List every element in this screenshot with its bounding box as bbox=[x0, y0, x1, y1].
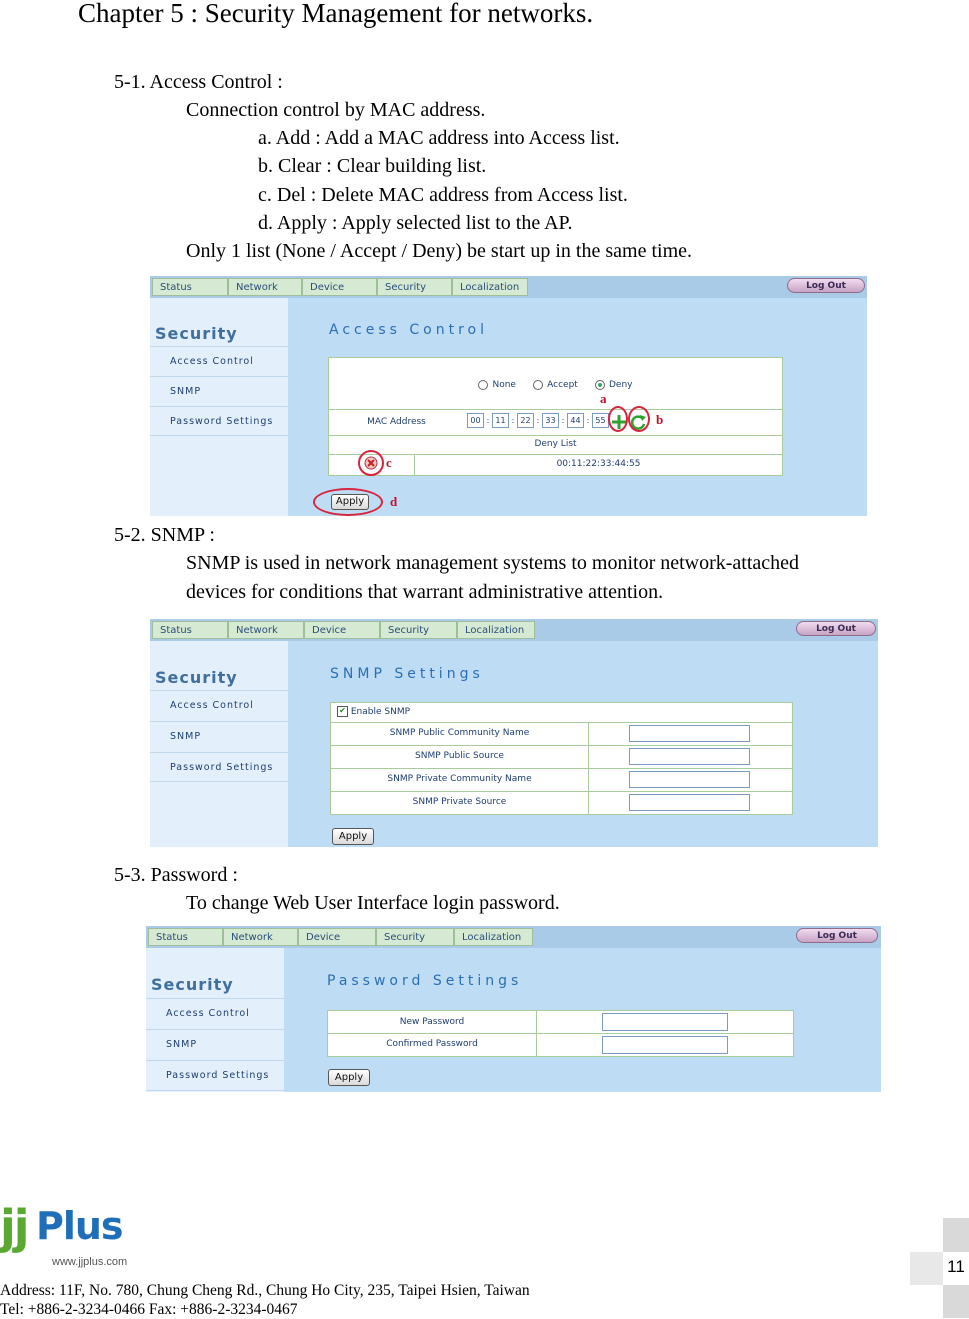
mode-radio-group bbox=[329, 358, 782, 409]
snmp-field-row bbox=[331, 768, 792, 792]
snmp-table bbox=[330, 702, 793, 815]
annotation-label-b: b bbox=[656, 412, 664, 427]
tab-network[interactable]: Network bbox=[228, 621, 304, 639]
sidebar bbox=[150, 641, 288, 847]
snmp-private-source-label: SNMP Private Source bbox=[412, 797, 507, 807]
radio-deny-icon bbox=[595, 380, 605, 390]
page-title: Access Control bbox=[329, 322, 488, 338]
mac-address-label: MAC Address bbox=[367, 417, 426, 427]
deny-list-row bbox=[329, 454, 782, 475]
radio-none-icon bbox=[478, 380, 488, 390]
access-control-item-a: a. Add : Add a MAC address into Access list. bbox=[258, 127, 620, 149]
radio-accept-icon bbox=[533, 380, 543, 390]
snmp-field-row bbox=[331, 791, 792, 814]
new-password-input[interactable] bbox=[602, 1013, 728, 1031]
tab-device[interactable]: Device bbox=[304, 621, 380, 639]
page-corner-block-2 bbox=[910, 1252, 943, 1285]
enable-snmp-row bbox=[331, 703, 792, 723]
tab-localization[interactable]: Localization bbox=[452, 278, 528, 296]
mac-address-inputs: 00 : 11 : 22 : 33 : 44 : 55 bbox=[467, 409, 647, 435]
sidebar-item-snmp[interactable]: SNMP bbox=[150, 376, 288, 406]
tab-status[interactable]: Status bbox=[148, 928, 223, 946]
access-control-item-d: d. Apply : Apply selected list to the AP. bbox=[258, 212, 573, 234]
annotation-label-c: c bbox=[386, 455, 392, 470]
tab-device[interactable]: Device bbox=[298, 928, 376, 946]
snmp-field-row bbox=[331, 745, 792, 769]
tab-security[interactable]: Security bbox=[376, 928, 454, 946]
main-panel bbox=[288, 641, 878, 847]
logo-website: www.jjplus.com bbox=[52, 1256, 128, 1268]
tab-status[interactable]: Status bbox=[152, 278, 228, 296]
tab-localization[interactable]: Localization bbox=[457, 621, 535, 639]
sidebar-item-snmp[interactable]: SNMP bbox=[146, 1029, 284, 1060]
access-control-intro: Connection control by MAC address. bbox=[186, 99, 486, 121]
page-corner-block-1 bbox=[943, 1218, 969, 1252]
password-screenshot bbox=[146, 926, 881, 1092]
page-title: Password Settings bbox=[327, 973, 523, 989]
enable-snmp-label: Enable SNMP bbox=[350, 707, 411, 717]
mac-octet-4[interactable]: 33 bbox=[542, 413, 559, 428]
snmp-text-line1: SNMP is used in network management systems to monitor network-attached bbox=[186, 552, 800, 574]
password-text: To change Web User Interface login password. bbox=[186, 892, 560, 914]
section-heading-snmp: 5-2. SNMP : bbox=[114, 524, 215, 546]
tab-network[interactable]: Network bbox=[223, 928, 298, 946]
section-heading-password: 5-3. Password : bbox=[114, 864, 238, 886]
annotation-label-d: d bbox=[390, 494, 398, 509]
sidebar-title: Security bbox=[155, 668, 238, 687]
sidebar-title: Security bbox=[155, 324, 238, 343]
snmp-private-source-input[interactable] bbox=[629, 794, 750, 811]
annotation-label-a: a bbox=[600, 391, 607, 406]
snmp-private-community-label: SNMP Private Community Name bbox=[387, 774, 532, 784]
new-password-label: New Password bbox=[399, 1017, 465, 1027]
sidebar-title: Security bbox=[151, 975, 234, 994]
snmp-public-source-input[interactable] bbox=[629, 748, 750, 765]
main-panel bbox=[284, 948, 881, 1092]
access-control-screenshot bbox=[150, 276, 867, 516]
tab-device[interactable]: Device bbox=[302, 278, 377, 296]
apply-button[interactable]: Apply bbox=[331, 494, 369, 510]
annotation-ring-a bbox=[608, 406, 628, 432]
radio-deny[interactable] bbox=[595, 380, 633, 390]
tab-security[interactable]: Security bbox=[380, 621, 457, 639]
password-table bbox=[327, 1010, 794, 1057]
snmp-screenshot bbox=[150, 619, 878, 847]
apply-button[interactable]: Apply bbox=[332, 828, 374, 845]
footer-address: Address: 11F, No. 780, Chung Cheng Rd., Chung Ho City, 235, Taipei Hsien, Taiwan bbox=[0, 1282, 530, 1299]
footer-contact: Tel: +886-2-3234-0466 Fax: +886-2-3234-0467 bbox=[0, 1301, 298, 1318]
main-panel bbox=[288, 298, 867, 516]
radio-none-label: None bbox=[492, 380, 516, 390]
page-number: 11 bbox=[947, 1257, 965, 1276]
chapter-title: Chapter 5 : Security Management for networks. bbox=[78, 0, 594, 28]
confirmed-password-input[interactable] bbox=[602, 1036, 728, 1054]
radio-deny-label: Deny bbox=[609, 380, 633, 390]
sidebar-item-access-control[interactable]: Access Control bbox=[146, 998, 284, 1029]
apply-button[interactable]: Apply bbox=[328, 1069, 370, 1086]
mac-octet-3[interactable]: 22 bbox=[517, 413, 534, 428]
mac-row bbox=[329, 409, 782, 436]
radio-accept[interactable] bbox=[533, 380, 578, 390]
password-field-row bbox=[328, 1011, 793, 1034]
deny-list-entry: 00:11:22:33:44:55 bbox=[556, 459, 641, 469]
tab-localization[interactable]: Localization bbox=[454, 928, 533, 946]
logout-button[interactable]: Log Out bbox=[796, 928, 878, 943]
page-corner-block-3 bbox=[943, 1285, 969, 1318]
snmp-public-source-label: SNMP Public Source bbox=[415, 751, 504, 761]
sidebar-item-password-settings[interactable]: Password Settings bbox=[146, 1060, 284, 1091]
sidebar-item-snmp[interactable]: SNMP bbox=[150, 721, 288, 751]
deny-list-header: Deny List bbox=[534, 439, 577, 449]
access-control-table bbox=[328, 357, 783, 476]
logout-button[interactable]: Log Out bbox=[796, 621, 876, 636]
sidebar-item-access-control[interactable]: Access Control bbox=[150, 690, 288, 720]
jjplus-logo bbox=[0, 1200, 140, 1272]
tab-status[interactable]: Status bbox=[152, 621, 228, 639]
annotation-ring-c bbox=[358, 450, 384, 476]
access-control-item-c: c. Del : Delete MAC address from Access list. bbox=[258, 184, 628, 206]
sidebar bbox=[150, 298, 288, 516]
enable-snmp-checkbox[interactable]: ✔ bbox=[337, 706, 348, 717]
deny-list-header-row bbox=[329, 435, 782, 455]
mode-row bbox=[329, 358, 782, 410]
section-heading-access-control: 5-1. Access Control : bbox=[114, 71, 283, 93]
sidebar-item-password-settings[interactable]: Password Settings bbox=[150, 752, 288, 782]
page-title: SNMP Settings bbox=[330, 666, 484, 682]
logo-jj: jj bbox=[0, 1200, 28, 1254]
annotation-ring-b bbox=[628, 406, 650, 432]
access-control-note: Only 1 list (None / Accept / Deny) be start up in the same time. bbox=[186, 240, 692, 262]
nav-tabs bbox=[150, 619, 878, 642]
snmp-public-community-label: SNMP Public Community Name bbox=[389, 728, 530, 738]
radio-none[interactable] bbox=[478, 380, 515, 390]
tab-security[interactable]: Security bbox=[377, 278, 452, 296]
nav-tabs bbox=[146, 926, 881, 949]
access-control-item-b: b. Clear : Clear building list. bbox=[258, 155, 487, 177]
radio-accept-label: Accept bbox=[547, 380, 578, 390]
sidebar-item-access-control[interactable]: Access Control bbox=[150, 346, 288, 376]
mac-octet-6[interactable]: 55 bbox=[592, 413, 609, 428]
annotation-ring-d bbox=[313, 488, 383, 516]
mac-octet-2[interactable]: 11 bbox=[492, 413, 509, 428]
snmp-public-community-input[interactable] bbox=[629, 725, 750, 742]
confirmed-password-label: Confirmed Password bbox=[386, 1039, 478, 1049]
password-field-row bbox=[328, 1033, 793, 1056]
tab-network[interactable]: Network bbox=[228, 278, 302, 296]
sidebar-item-password-settings[interactable]: Password Settings bbox=[150, 406, 288, 436]
snmp-private-community-input[interactable] bbox=[629, 771, 750, 788]
mac-octet-5[interactable]: 44 bbox=[567, 413, 584, 428]
logo-plus: Plus bbox=[36, 1204, 123, 1248]
snmp-field-row bbox=[331, 722, 792, 746]
logout-button[interactable]: Log Out bbox=[787, 278, 865, 293]
nav-tabs bbox=[150, 276, 867, 299]
mac-octet-1[interactable]: 00 bbox=[467, 413, 484, 428]
snmp-text-line2: devices for conditions that warrant administrative attention. bbox=[186, 581, 664, 603]
sidebar bbox=[146, 948, 284, 1092]
enable-snmp[interactable] bbox=[337, 703, 410, 722]
